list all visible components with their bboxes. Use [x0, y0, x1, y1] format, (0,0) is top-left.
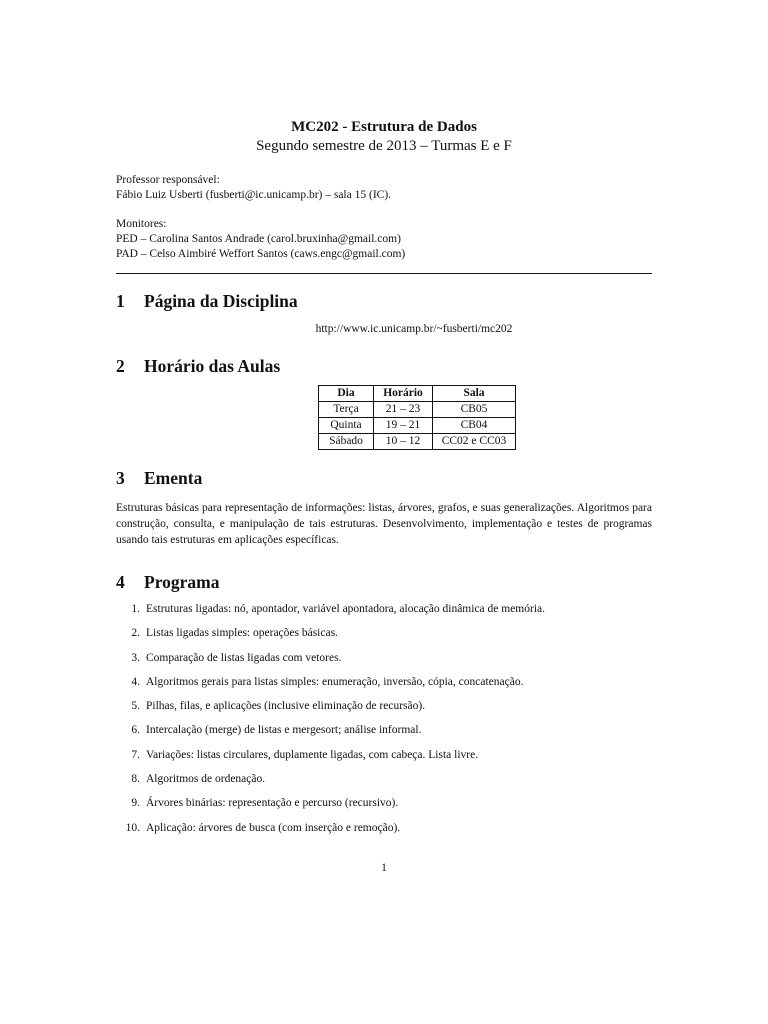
list-item-number: 7.: [131, 748, 140, 761]
table-cell: Sábado: [319, 434, 374, 450]
syllabus-text: Estruturas básicas para representação de informações: listas, árvores, grafos, e suas generalizações. Algoritmos para construção, consulta, e manipulação de tais estruturas. Desenvolvimento, implementação e testes de programas usando tais estruturas em aplicações específicas.: [116, 502, 652, 546]
section-heading-2: [116, 355, 652, 377]
table-cell: 10 – 12: [374, 434, 433, 450]
table-cell: CC02 e CC03: [433, 434, 516, 450]
document-page: [116, 118, 652, 845]
list-item-text: Pilhas, filas, e aplicações (inclusive eliminação de recursão).: [146, 700, 426, 713]
table-cell: CB04: [433, 418, 516, 434]
table-cell: 21 – 23: [374, 402, 433, 418]
list-item-number: 9.: [131, 797, 140, 810]
section-heading-3: [116, 467, 652, 489]
list-item-number: 10.: [125, 821, 140, 834]
list-item-number: 1.: [131, 603, 140, 615]
schedule-table: [318, 385, 516, 450]
monitor-ped: PED – Carolina Santos Andrade (carol.bruxinha@gmail.com): [116, 233, 401, 245]
list-item: [116, 821, 652, 836]
list-item-text: Variações: listas circulares, duplamente ligadas, com cabeça. Lista livre.: [146, 748, 479, 761]
program-list: [116, 602, 652, 836]
document-title: MC202 - Estrutura de Dados: [291, 119, 477, 135]
list-item-number: 6.: [131, 724, 140, 737]
table-cell: Terça: [319, 402, 374, 418]
list-item-text: Comparação de listas ligadas com vetores.: [146, 651, 342, 664]
section-number: 3: [116, 468, 125, 488]
list-item-text: Algoritmos de ordenação.: [146, 773, 266, 786]
professor-detail: Fábio Luiz Usberti (fusberti@ic.unicamp.br) – sala 15 (IC).: [116, 189, 392, 201]
list-item: [116, 796, 652, 811]
list-item-text: Estruturas ligadas: nó, apontador, variável apontadora, alocação dinâmica de memória.: [146, 603, 546, 615]
header-divider: [116, 273, 652, 274]
list-item-text: Listas ligadas simples: operações básicas.: [146, 627, 338, 640]
list-item: [116, 626, 652, 641]
table-cell: 19 – 21: [374, 418, 433, 434]
table-cell: CB05: [433, 402, 516, 418]
list-item-number: 3.: [131, 651, 140, 664]
list-item-text: Aplicação: árvores de busca (com inserção e remoção).: [146, 821, 401, 834]
section-title: Programa: [144, 572, 220, 592]
section-heading-1: [116, 290, 652, 312]
list-item-number: 4.: [131, 675, 140, 688]
schedule-table-wrapper: [116, 385, 652, 450]
table-header-cell: Dia: [319, 386, 374, 402]
section-title: Página da Disciplina: [144, 291, 298, 311]
monitors-block: [116, 217, 652, 262]
course-url[interactable]: http://www.ic.unicamp.br/~fusberti/mc202: [315, 323, 513, 335]
section-number: 1: [116, 291, 125, 311]
monitors-label: Monitores:: [116, 218, 167, 230]
professor-block: [116, 173, 652, 203]
table-row: [319, 418, 516, 434]
section-title: Horário das Aulas: [144, 356, 281, 376]
list-item: [116, 675, 652, 690]
list-item: [116, 699, 652, 714]
page-number: 1: [381, 862, 387, 874]
table-row: [319, 402, 516, 418]
document-subtitle: Segundo semestre de 2013 – Turmas E e F: [256, 138, 512, 154]
list-item-text: Intercalação (merge) de listas e mergesort; análise informal.: [146, 724, 422, 737]
list-item: [116, 772, 652, 787]
monitor-pad: PAD – Celso Aimbiré Weffort Santos (caws.engc@gmail.com): [116, 248, 406, 260]
list-item-text: Algoritmos gerais para listas simples: enumeração, inversão, cópia, concatenação.: [146, 675, 524, 688]
table-row: [319, 434, 516, 450]
table-header-cell: Sala: [433, 386, 516, 402]
table-header-cell: Horário: [374, 386, 433, 402]
section-number: 2: [116, 356, 125, 376]
list-item: [116, 748, 652, 763]
list-item-number: 8.: [131, 773, 140, 786]
section-heading-4: [116, 571, 652, 593]
section-title: Ementa: [144, 468, 203, 488]
list-item: [116, 723, 652, 738]
list-item: [116, 602, 652, 617]
list-item-number: 2.: [131, 627, 140, 640]
section-number: 4: [116, 572, 125, 592]
list-item-number: 5.: [131, 700, 140, 713]
professor-label: Professor responsável:: [116, 174, 220, 186]
list-item: [116, 651, 652, 666]
table-cell: Quinta: [319, 418, 374, 434]
table-header-row: [319, 386, 516, 402]
list-item-text: Árvores binárias: representação e percurso (recursivo).: [146, 797, 399, 810]
